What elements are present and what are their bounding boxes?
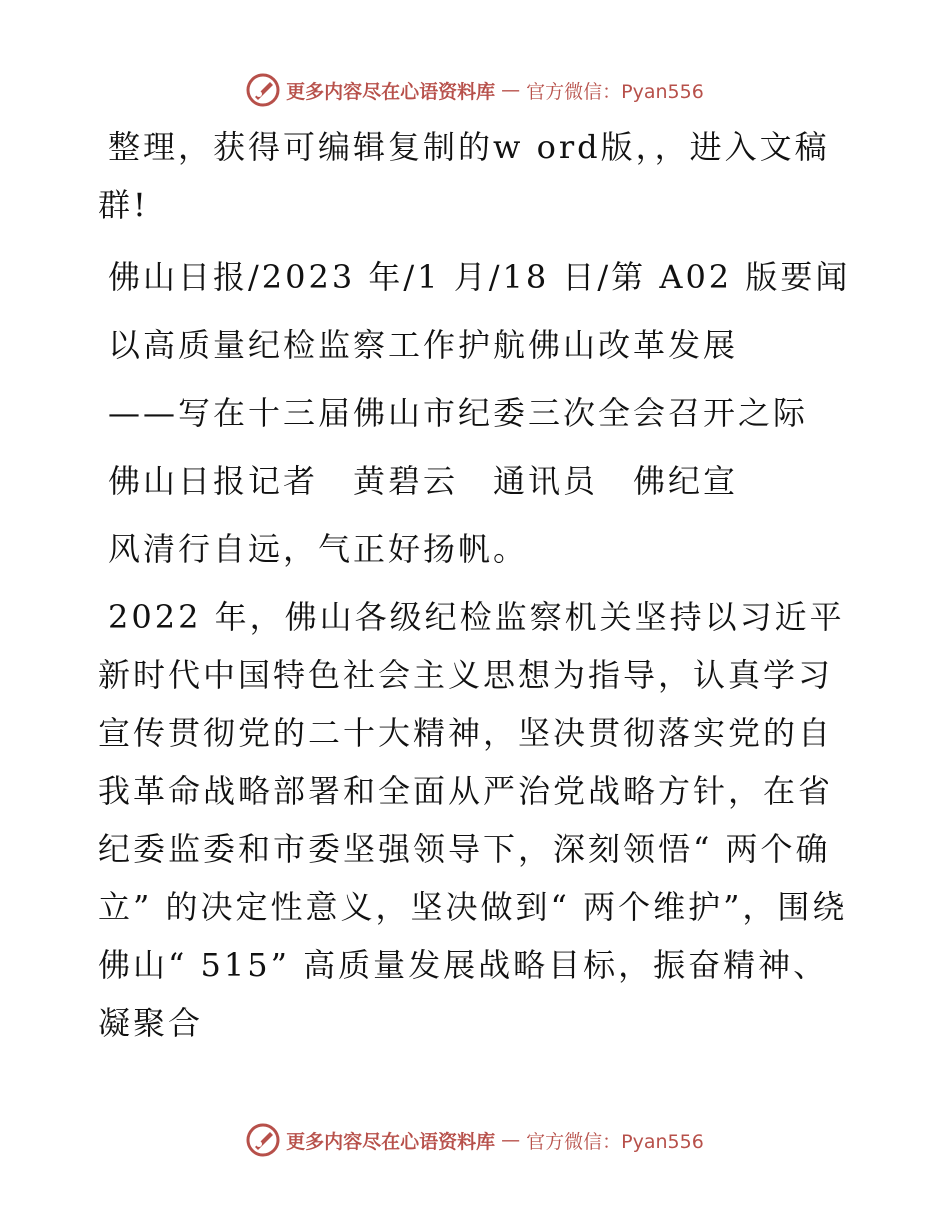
document-body	[98, 118, 858, 1062]
article-title: 以高质量纪检监察工作护航佛山改革发展	[108, 326, 739, 364]
dateline: 佛山日报/2023 年/1 月/18 日/第 A02 版要闻	[108, 258, 851, 296]
watermark-contact: 官方微信：Pyan556	[526, 80, 704, 103]
brand-logo-icon	[246, 1123, 280, 1157]
watermark-separator: —	[501, 79, 521, 101]
article-subtitle: ——写在十三届佛山市纪委三次全会召开之际	[108, 394, 809, 432]
header-watermark	[0, 70, 950, 110]
watermark-brand: 更多内容尽在心语资料库	[286, 1130, 496, 1153]
lead-paragraph: 风清行自远，气正好扬帆。	[108, 530, 529, 568]
byline: 佛山日报记者 黄碧云 通讯员 佛纪宣	[108, 462, 739, 500]
watermark-separator: —	[501, 1129, 521, 1151]
main-paragraph: 2022 年，佛山各级纪检监察机关坚持以习近平新时代中国特色社会主义思想为指导，认真学习宣传贯彻党的二十大精神，坚决贯彻落实党的自我革命战略部署和全面从严治党战略方针，在省纪委监委和市委坚强领导下，深刻领悟“ 两个确立” 的决定性意义，坚决做到“ 两个维护”，围绕佛山“ 515” 高质量发展战略目标，振奋精神、凝聚合	[98, 598, 848, 1042]
brand-logo-icon	[246, 73, 280, 107]
footer-watermark	[0, 1120, 950, 1160]
watermark-brand: 更多内容尽在心语资料库	[286, 80, 496, 103]
watermark-contact: 官方微信：Pyan556	[526, 1130, 704, 1153]
intro-paragraph: 整理，获得可编辑复制的w ord版，，进入文稿群!	[98, 128, 830, 224]
